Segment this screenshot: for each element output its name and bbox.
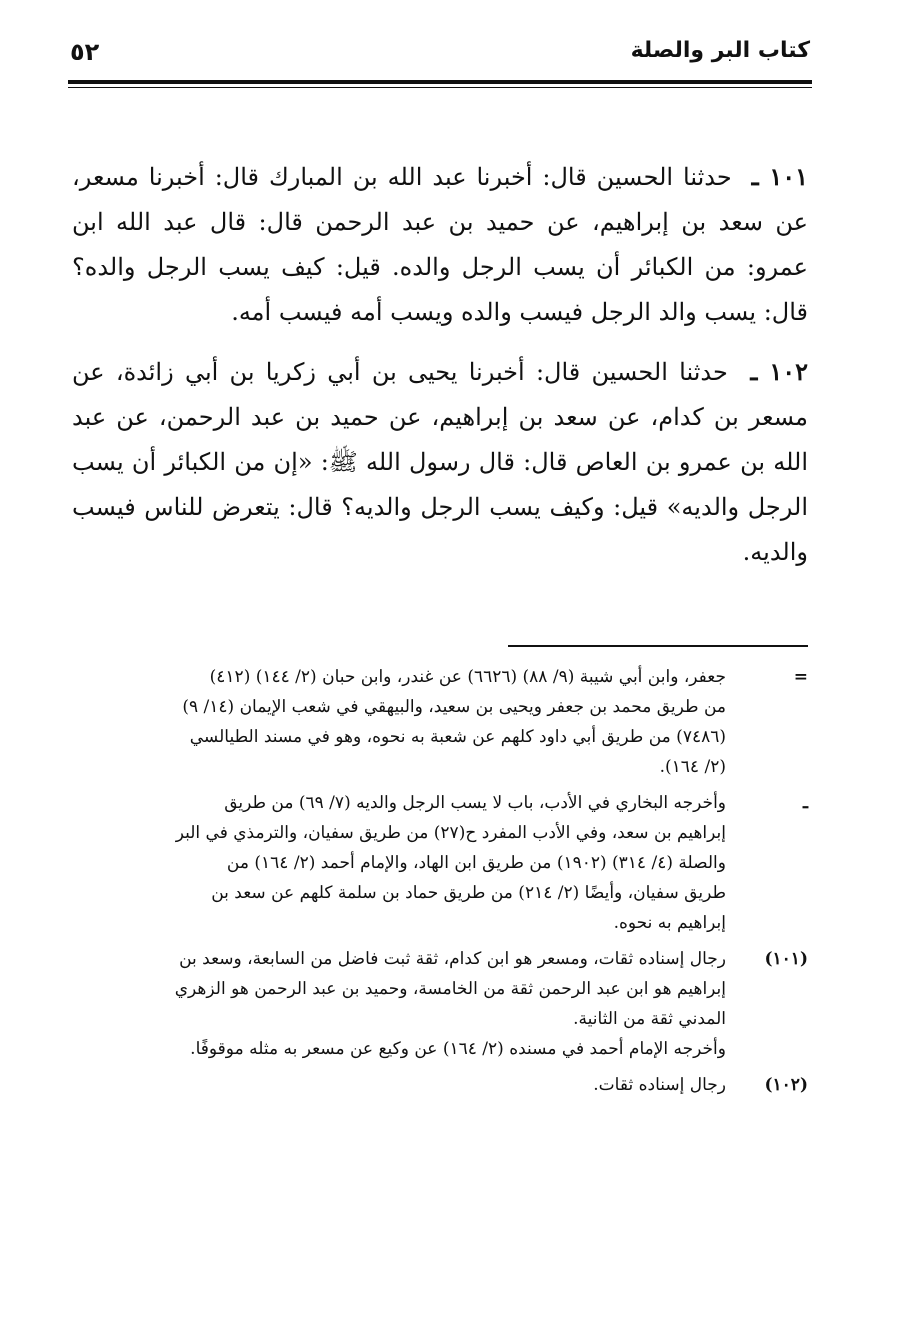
footnote-line: إبراهيم به نحوه. <box>613 913 726 933</box>
footnote-line: من طريق محمد بن جعفر ويحيى بن سعيد، والبيهقي في شعب الإيمان (١٤/ ٩) <box>182 697 726 717</box>
footnote-mark: (١٠٢) <box>764 1075 808 1095</box>
footnote-line: إبراهيم بن سعد، وفي الأدب المفرد ح(٢٧) من طريق سفيان، والترمذي في البر <box>175 823 726 843</box>
page-number: ٥٢ <box>70 38 100 66</box>
footnotes <box>72 662 808 1100</box>
footnote-continuation <box>72 662 808 782</box>
footnote-line: طريق سفيان، وأيضًا (٢/ ٢١٤) من طريق حماد بن سلمة كلهم عن سعد بن <box>211 883 726 903</box>
footnote-102 <box>72 1070 808 1100</box>
footnote-line: رجال إسناده ثقات. <box>593 1075 726 1095</box>
hadith-number: ١٠٢ ـ <box>750 357 808 386</box>
footnote-line: (٧٤٨٦) من طريق أبي داود كلهم عن شعبة به نحوه، وهو في مسند الطيالسي <box>189 727 726 747</box>
footnote-line: والصلة (٤/ ٣١٤) (١٩٠٢) من طريق ابن الهاد، والإمام أحمد (٢/ ١٦٤) من <box>226 853 726 873</box>
header-rule-thin <box>68 87 812 88</box>
footnote-bukhari <box>72 788 808 938</box>
footnote-line: رجال إسناده ثقات، ومسعر هو ابن كدام، ثقة ثبت فاضل من السابعة، وسعد بن <box>179 949 726 969</box>
footnote-line: إبراهيم هو ابن عبد الرحمن ثقة من الخامسة، وحميد بن عبد الرحمن هو الزهري <box>174 979 726 999</box>
hadith-number: ١٠١ ـ <box>751 162 809 191</box>
hadith-text: حدثنا الحسين قال: أخبرنا يحيى بن أبي زكريا بن أبي زائدة، عن مسعر بن كدام، عن سعد بن إبراهيم، عن حميد بن عبد الرحمن، عن عبد الله بن عمرو بن العاص قال: قال رسول الله ﷺ: «إن من الكبائر أن يسب الرجل والديه» قيل: وكيف يسب الرجل والديه؟ قال: يتعرض للناس فيسب والديه. <box>72 358 809 566</box>
main-text <box>72 154 808 575</box>
footnote-line: المدني ثقة من الثانية. <box>573 1009 726 1029</box>
footnote-line: وأخرجه الإمام أحمد في مسنده (٢/ ١٦٤) عن وكيع عن مسعر به مثله موقوفًا. <box>190 1039 726 1059</box>
running-title: كتاب البر والصلة <box>630 38 810 63</box>
hadith-paragraph-102 <box>72 349 808 575</box>
footnote-line: وأخرجه البخاري في الأدب، باب لا يسب الرجل والديه (٧/ ٦٩) من طريق <box>224 793 726 813</box>
footnote-line: (٢/ ١٦٤). <box>659 757 726 777</box>
footnote-mark: (١٠١) <box>764 949 808 969</box>
footnote-101 <box>72 944 808 1064</box>
footnote-mark: ـ <box>803 793 808 813</box>
footnote-separator <box>508 645 808 647</box>
header-rule-thick <box>68 80 812 84</box>
footnote-mark: = <box>793 667 808 687</box>
hadith-text: حدثنا الحسين قال: أخبرنا عبد الله بن المبارك قال: أخبرنا مسعر، عن سعد بن إبراهيم، عن حميد بن عبد الرحمن قال: قال عبد الله ابن عمرو: من الكبائر أن يسب الرجل والده. قيل: كيف يسب الرجل والده؟ قال: يسب والد الرجل فيسب والده ويسب أمه فيسب أمه. <box>72 163 808 326</box>
hadith-paragraph-101 <box>72 154 808 335</box>
page-header <box>70 38 810 74</box>
footnote-line: جعفر، وابن أبي شيبة (٩/ ٨٨) (٦٦٢٦) عن غندر، وابن حبان (٢/ ١٤٤) (٤١٢) <box>209 667 726 687</box>
